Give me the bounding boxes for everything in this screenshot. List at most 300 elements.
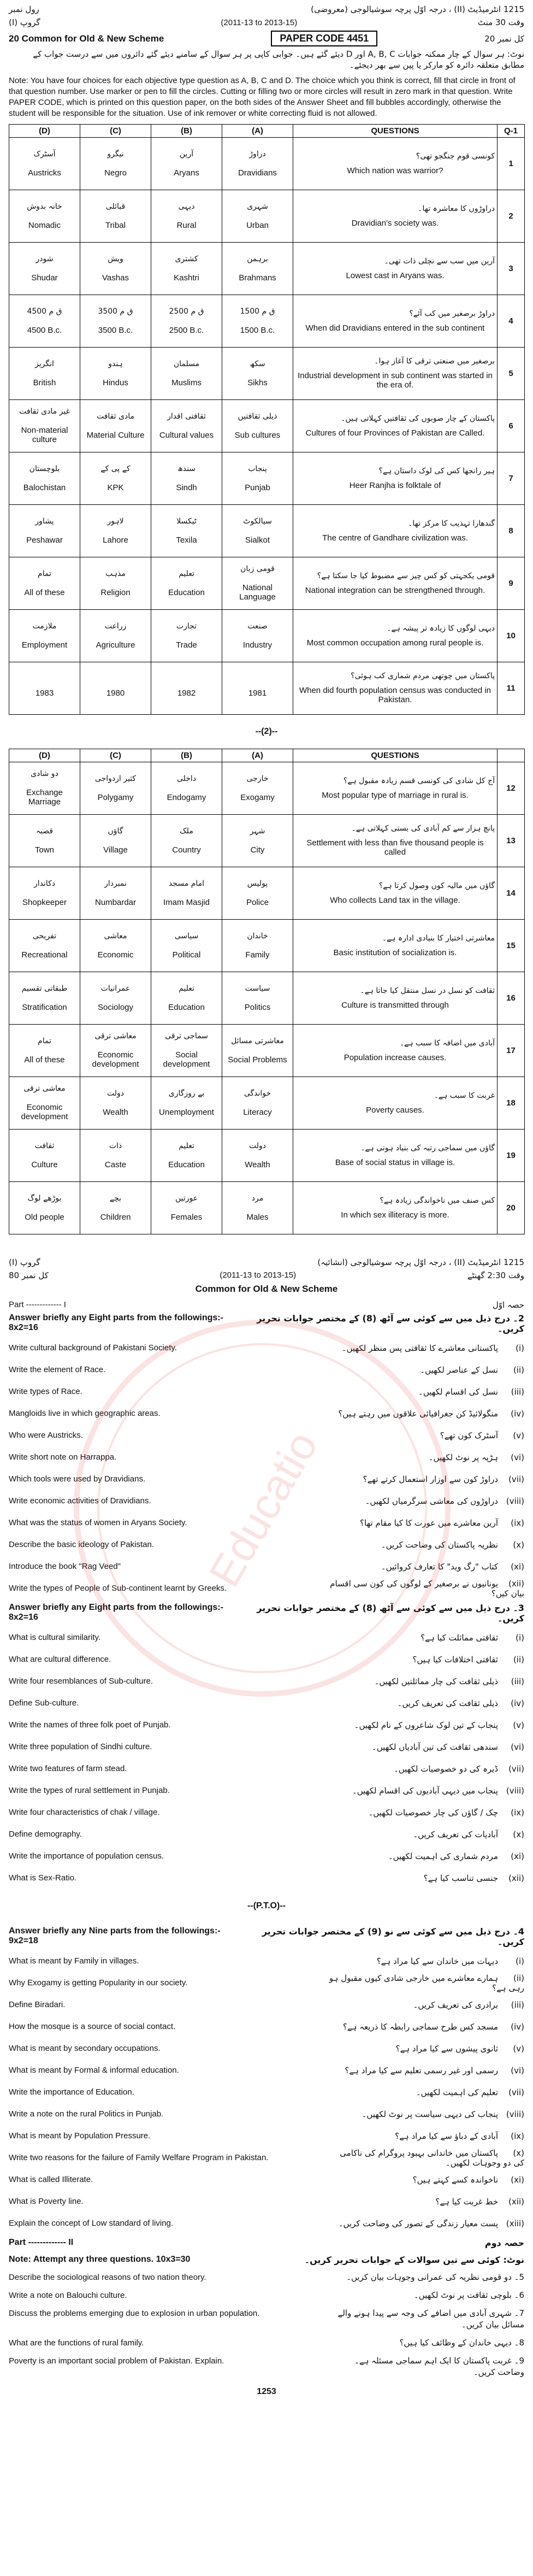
q2-instruction-urdu: 2۔ درج ذیل میں سے کوئی سے آٹھ (8) کے مختصر جوابات تحریر کریں۔ (257, 1313, 524, 1334)
short-question-urdu: ذیلی ثقافت کی تعریف کریں۔ (397, 1698, 498, 1708)
option-c (80, 190, 151, 242)
question-number: 6 (498, 399, 525, 452)
option-b-english: Texila (176, 535, 197, 545)
question-number: 9 (498, 557, 525, 609)
option-a-urdu: سکھ (250, 359, 265, 368)
option-c (80, 919, 151, 972)
long-question (0, 2286, 533, 2304)
option-b (151, 1129, 222, 1181)
option-b-english: Kashtri (174, 273, 199, 283)
option-c-english: Economic development (92, 1050, 139, 1069)
question-english: National integration can be strengthened through. (305, 585, 485, 595)
total-marks-label: کل نمبر 20 (484, 33, 524, 44)
option-b-english: Females (170, 1212, 203, 1222)
option-a-urdu: معاشرتی مسائل (231, 1036, 284, 1045)
option-a (222, 242, 293, 295)
question-urdu: ہیر رانجھا کس کی لوک داستان ہے؟ (378, 466, 495, 475)
short-question-urdu-cell (328, 1474, 524, 1484)
option-a-english: Industry (242, 640, 273, 650)
long-question-english: Poverty is an important social problem of Pakistan. Explain. (9, 2356, 224, 2366)
question-urdu: آرین میں سب سے نچلی ذات تھی۔ (384, 256, 495, 266)
question-cell (293, 399, 498, 452)
option-a-english: Family (245, 950, 270, 960)
q2-instruction (0, 1310, 533, 1337)
option-d-urdu: شودر (35, 254, 54, 263)
option-a-urdu: سیاست (245, 984, 270, 993)
option-c-english: KPK (107, 483, 124, 492)
option-b-urdu: کشتری (175, 254, 198, 263)
question-cell (293, 919, 498, 972)
short-question-number: (viii) (506, 1496, 524, 1506)
option-a-urdu: سیالکوٹ (243, 516, 272, 526)
short-question-urdu-cell (328, 1973, 524, 1993)
subjective-header (0, 1253, 533, 1310)
option-d-urdu: بوڑھے لوگ (27, 1193, 62, 1203)
option-b-english: Education (168, 1160, 205, 1169)
short-question-number: (vii) (508, 2087, 524, 2097)
mcq-table-2 (9, 749, 525, 1234)
short-question (0, 1867, 533, 1889)
short-question-urdu-cell (328, 1540, 524, 1550)
option-c-urdu: ویش (108, 254, 123, 263)
short-question-number: (vi) (511, 1452, 524, 1462)
option-c (80, 867, 151, 919)
short-question-number: (iv) (511, 1408, 524, 1419)
short-question (0, 2169, 533, 2191)
short-question-urdu: ہمارے معاشرے میں خارجی شادی کیوں مقبول ہو رہی ہے؟ (329, 1973, 524, 1993)
question-urdu: پاکستان کے چار صوبوں کی ثقافتیں کہلاتی ہیں۔ (341, 414, 495, 423)
option-d-english: Balochistan (23, 483, 66, 492)
option-b (151, 814, 222, 867)
option-c-english: 3500 B.c. (98, 325, 133, 335)
option-c (80, 1077, 151, 1129)
group-label-2: گروپ (I) (9, 1257, 40, 1267)
short-question-number: (v) (513, 1430, 524, 1440)
option-b (151, 919, 222, 972)
option-d-urdu: معاشی ترقی (23, 1084, 66, 1093)
option-a-urdu: مرد (251, 1193, 264, 1203)
question-number: 12 (498, 762, 525, 814)
part-two-label: Part ------------- II (9, 2237, 74, 2247)
short-question (0, 1780, 533, 1802)
option-d-english: Town (34, 845, 55, 855)
instructions-urdu: نوٹ: ہر سوال کے چار ممکنہ جوابات A, B, C اور D دیئے گئے ہیں۔ جوابی کاپی پر ہر سوال کے سامنے دیئے گئے دائروں میں سے درست جواب کے مطابق متعلقہ دائرہ کو مارکر یا پین سے بھر دیجئے۔ (33, 49, 524, 70)
header-c: (C) (80, 124, 151, 137)
part-two-list (0, 2268, 533, 2381)
short-question-urdu-cell (328, 1742, 524, 1752)
short-question-urdu: پنجاب میں دیہی آبادیوں کی اقسام لکھیں۔ (352, 1785, 498, 1796)
question-cell (293, 295, 498, 347)
option-b-english: Education (168, 587, 205, 597)
short-question-english: Define Biradari. (9, 2000, 66, 2009)
mcq-row (9, 557, 525, 609)
short-question-number: (x) (513, 1829, 524, 1839)
question-urdu: غربت کا سبب ہے۔ (434, 1091, 495, 1100)
short-question-number: (ix) (511, 1807, 524, 1818)
q4-instruction-urdu: 4۔ درج ذیل میں سے کوئی سے نو (9) کے مختصر جوابات تحریر کریں۔ (262, 1926, 524, 1947)
option-c-english: Village (103, 845, 128, 855)
option-b-english: Cultural values (159, 430, 214, 440)
short-question (0, 1845, 533, 1867)
option-b-english: Education (168, 1002, 205, 1012)
scheme-label: 20 Common for Old & New Scheme (9, 33, 164, 44)
mcq-row (9, 972, 525, 1024)
part-one-label: Part ------------- I (9, 1300, 66, 1309)
short-question-urdu: ذیلی ثقافت کی چار مماثلتیں لکھیں۔ (374, 1676, 498, 1686)
mcq-table-header (9, 124, 525, 137)
question-urdu: گاؤں میں مالیہ کون وصول کرتا ہے؟ (378, 881, 495, 890)
option-a (222, 347, 293, 399)
question-urdu: دیہی لوگوں کا زیادہ تر پیشہ ہے۔ (387, 624, 495, 633)
short-question-english: Write four characteristics of chak / village. (9, 1808, 160, 1817)
option-b (151, 867, 222, 919)
option-a-english: Punjab (245, 483, 270, 492)
short-question-english: What is meant by Family in villages. (9, 1956, 139, 1966)
short-question-number: (vii) (508, 1763, 524, 1774)
question-urdu: آبادی میں اضافہ کا سبب ہے۔ (399, 1038, 495, 1048)
short-question-english: Write cultural background of Pakistani Society. (9, 1343, 177, 1352)
header-b: (B) (151, 749, 222, 762)
group-label: گروپ (I) (9, 17, 40, 27)
option-b (151, 399, 222, 452)
mcq-row (9, 1181, 525, 1234)
question-cell (293, 557, 498, 609)
short-question-urdu: نسل کی اقسام لکھیں۔ (418, 1386, 498, 1397)
question-english: Who collects Land tax in the village. (330, 895, 460, 905)
question-cell (293, 1181, 498, 1234)
option-c (80, 347, 151, 399)
short-question-urdu: پست معیار زندگی کے تصور کی وضاحت کریں۔ (338, 2218, 498, 2228)
short-question-english: Define Sub-culture. (9, 1698, 79, 1708)
short-question (0, 1994, 533, 2016)
mcq-row (9, 347, 525, 399)
question-english: Poverty causes. (366, 1105, 424, 1115)
option-a-english: 1500 B.c. (240, 325, 275, 335)
option-c-english: Negro (104, 168, 127, 178)
short-question-english: Explain the concept of Low standard of living. (9, 2219, 174, 2228)
short-question-number: (iii) (511, 1386, 524, 1397)
long-question-english: What are the functions of rural family. (9, 2338, 144, 2348)
question-cell (293, 972, 498, 1024)
long-question (0, 2268, 533, 2286)
question-english: When did Dravidians entered in the sub continent (305, 323, 485, 333)
question-number: 4 (498, 295, 525, 347)
mcq-row (9, 662, 525, 714)
option-d (9, 557, 80, 609)
option-b-urdu: تجارت (176, 621, 197, 631)
option-b-urdu: بے روزگاری (168, 1089, 205, 1098)
option-c-english: Vashas (102, 273, 129, 283)
short-question-english: Write the types of People of Sub-continent learnt by Greeks. (9, 1584, 227, 1593)
short-question (0, 1627, 533, 1649)
short-question (0, 1972, 533, 1994)
short-question-urdu-cell (328, 1496, 524, 1506)
short-question-urdu: ثقافتی اختلافات کیا ہیں؟ (412, 1654, 498, 1665)
question-english: Which nation was warrior? (347, 166, 443, 175)
option-d-english: All of these (24, 1055, 65, 1064)
option-b (151, 347, 222, 399)
option-a-english: Urban (246, 220, 269, 230)
short-question-urdu: سندھی ثقافت کی تین آبادیاں لکھیں۔ (371, 1742, 498, 1752)
option-d (9, 399, 80, 452)
short-question-number: (vii) (508, 1474, 524, 1484)
option-d-english: 1983 (35, 688, 54, 698)
short-question-urdu: آبادیات کی تعریف کریں۔ (413, 1829, 498, 1839)
header-c: (C) (80, 749, 151, 762)
short-question-number: (viii) (506, 2109, 524, 2119)
short-question (0, 2147, 533, 2169)
q3-marks: 8x2=16 (9, 1612, 38, 1622)
short-question (0, 1802, 533, 1824)
option-b-urdu: عورتیں (175, 1193, 198, 1203)
short-question-urdu-cell (328, 1677, 524, 1686)
option-d-english: Austricks (28, 168, 61, 178)
short-question-number: (xiii) (506, 2218, 524, 2228)
option-c-urdu: قبائلی (105, 202, 126, 211)
option-b-urdu: داخلی (176, 774, 197, 783)
short-question-english: Describe the basic ideology of Pakistan. (9, 1540, 154, 1549)
option-a-urdu: پنجاب (248, 464, 267, 473)
option-c-english: Agriculture (96, 640, 135, 650)
option-b-urdu: تعلیم (179, 1141, 194, 1150)
mcq-row (9, 1129, 525, 1181)
short-question-english: Write the types of rural settlement in Punjab. (9, 1786, 170, 1795)
option-c (80, 609, 151, 662)
short-question-urdu-cell (328, 1562, 524, 1572)
option-d-urdu: 4500 ق م (27, 307, 62, 316)
short-question (0, 1359, 533, 1381)
mcq-table-1 (9, 124, 525, 715)
option-c-urdu: لاہور (107, 516, 124, 526)
short-question-english: Write two features of farm stead. (9, 1764, 127, 1773)
short-question-english: Which tools were used by Dravidians. (9, 1474, 146, 1484)
option-b (151, 137, 222, 190)
option-c (80, 1181, 151, 1234)
short-question-number: (v) (513, 1720, 524, 1730)
short-question-number: (iii) (511, 1676, 524, 1686)
short-question-urdu: آسٹرک کون تھے؟ (440, 1430, 498, 1440)
short-question-urdu-cell (328, 1956, 524, 1966)
mcq-table-header (9, 749, 525, 762)
option-c (80, 399, 151, 452)
option-d-urdu: آسٹرک (33, 149, 56, 158)
short-question-urdu-cell (328, 1764, 524, 1774)
question-english: Most common occupation among rural people is. (306, 638, 484, 648)
option-a-urdu: پولیس (247, 879, 268, 888)
option-a (222, 504, 293, 557)
question-english: Heer Ranjha is folktale of (349, 480, 441, 490)
short-question-urdu: کتاب "رگ وید" کا تعارف کروائیں۔ (381, 1561, 498, 1572)
option-c-english: Wealth (103, 1107, 128, 1117)
short-question-urdu: ثقافتی مماثلت کیا ہے؟ (421, 1632, 498, 1643)
long-question-english: Describe the sociological reasons of two nation theory. (9, 2272, 206, 2282)
short-question-english: What is Poverty line. (9, 2197, 84, 2206)
paper-title-urdu-2: 1215 انٹرمیڈیٹ (II) ، درجہ اوّل پرچہ سوشیالوجی (انشائیہ) (317, 1257, 524, 1267)
option-a (222, 295, 293, 347)
option-b-urdu: آرین (179, 149, 194, 158)
question-english: Cultures of four Provinces of Pakistan are Called. (305, 428, 485, 438)
short-question-number: (iii) (511, 1999, 524, 2010)
option-a-urdu: خاندان (247, 931, 268, 940)
short-question (0, 1512, 533, 1534)
option-a-english: Brahmans (239, 273, 276, 283)
option-a-urdu: صنعت (247, 621, 268, 631)
option-c-english: Numbardar (94, 897, 137, 907)
question-cell (293, 867, 498, 919)
option-b (151, 190, 222, 242)
short-question-urdu-cell (328, 1431, 524, 1440)
short-question-urdu: پنجاب کے تین لوک شاعروں کے نام لکھیں۔ (354, 1720, 498, 1730)
short-question-urdu-cell (328, 2219, 524, 2228)
short-question-urdu: دراوڑ کون سے اوزار استعمال کرتے تھے؟ (363, 1474, 498, 1484)
option-b (151, 762, 222, 814)
option-c-urdu: معاشی ترقی (94, 1032, 137, 1040)
short-question (0, 1556, 533, 1578)
mcq-row (9, 867, 525, 919)
question-cell (293, 1077, 498, 1129)
short-question-english: What is meant by Formal & informal education. (9, 2066, 179, 2075)
question-english: Dravidian's society was. (351, 218, 439, 228)
option-d (9, 295, 80, 347)
option-b-english: 1982 (177, 688, 196, 698)
header-questions: QUESTIONS (293, 749, 498, 762)
option-d-urdu: خانہ بدوش (27, 202, 62, 211)
option-b-english: Unemployment (159, 1107, 214, 1117)
short-question-number: (ix) (511, 1518, 524, 1528)
short-question-english: Write two reasons for the failure of Family Welfare Program in Pakistan. (9, 2153, 269, 2162)
short-question-urdu-cell (328, 2000, 524, 2010)
option-c-urdu: ہندو (108, 359, 123, 368)
long-question-urdu: 5۔ دو قومی نظریہ کی عمرانی وجوہات بیان کریں۔ (346, 2272, 524, 2282)
option-a (222, 662, 293, 714)
question-cell (293, 504, 498, 557)
option-b-urdu: ثقافتی اقدار (167, 411, 206, 421)
q4-instruction (0, 1923, 533, 1950)
mcq-row (9, 919, 525, 972)
option-c (80, 1129, 151, 1181)
short-question-urdu-cell (328, 2022, 524, 2032)
question-urdu: دراوڑوں کا معاشرہ تھا۔ (418, 204, 495, 213)
time-label-2: وقت 2:30 گھنٹے (467, 1270, 524, 1280)
short-question-urdu: یونانیوں نے برصغیر کے لوگوں کی کون سی اقسام بیان کیں؟ (330, 1578, 524, 1598)
option-b (151, 242, 222, 295)
option-c-urdu: معاشی (104, 931, 127, 940)
option-d (9, 1181, 80, 1234)
option-d (9, 137, 80, 190)
short-question-number: (vi) (511, 2065, 524, 2075)
option-d-english: All of these (24, 587, 65, 597)
option-a (222, 1129, 293, 1181)
short-question-urdu-cell (328, 1409, 524, 1419)
option-d (9, 242, 80, 295)
short-question-urdu-cell (328, 1873, 524, 1883)
option-b-urdu: تعلیم (179, 984, 194, 993)
mcq-row (9, 137, 525, 190)
question-number: 17 (498, 1024, 525, 1077)
header-qnum (498, 749, 525, 762)
short-question (0, 2060, 533, 2081)
short-question-urdu-cell (328, 2109, 524, 2119)
option-c (80, 295, 151, 347)
short-question-english: Mangloids live in which geographic areas. (9, 1409, 161, 1418)
short-question-urdu-cell (328, 1343, 524, 1353)
short-question-english: How the mosque is a source of social contact. (9, 2022, 176, 2031)
q4-list (0, 1950, 533, 2234)
option-d-english: Stratification (22, 1002, 67, 1012)
long-question-urdu: 6۔ بلوچی ثقافت پر نوٹ لکھیں۔ (413, 2290, 524, 2300)
short-question-english: Write the names of three folk poet of Punjab. (9, 1720, 171, 1730)
option-b (151, 1181, 222, 1234)
short-question-english: Write the element of Race. (9, 1365, 106, 1374)
short-question-urdu-cell (328, 1655, 524, 1665)
page-marker: --(2)-- (255, 726, 278, 736)
option-c-urdu: عمرانیات (100, 984, 131, 993)
option-c-urdu: مادی ثقافت (96, 411, 135, 421)
header-questions: QUESTIONS (293, 124, 498, 137)
question-number: 10 (498, 609, 525, 662)
option-d (9, 504, 80, 557)
short-question-number: (x) (513, 1539, 524, 1550)
short-question-number: (v) (513, 2043, 524, 2054)
option-c (80, 814, 151, 867)
short-question-english: What is Sex-Ratio. (9, 1873, 77, 1883)
option-d (9, 814, 80, 867)
short-question-urdu-cell (328, 1633, 524, 1643)
option-a (222, 919, 293, 972)
short-question (0, 1490, 533, 1512)
question-english: Basic institution of socialization is. (333, 948, 457, 957)
mcq-row (9, 452, 525, 504)
short-question-number: (xi) (511, 1561, 524, 1572)
option-b-english: Sindh (176, 483, 197, 492)
short-question-urdu: دیہات میں خاندان سے کیا مراد ہے؟ (376, 1956, 498, 1966)
short-question (0, 1736, 533, 1758)
q4-marks: 9x2=18 (9, 1936, 38, 1945)
short-question-urdu-cell (328, 1851, 524, 1861)
question-cell (293, 662, 498, 714)
roll-number-label: رول نمبر (9, 4, 39, 14)
q2-list (0, 1337, 533, 1599)
short-question (0, 2213, 533, 2234)
option-a-english: Wealth (245, 1160, 270, 1169)
option-c-urdu: ذات (109, 1141, 122, 1150)
question-urdu: آج کل شادی کی کونسی قسم زیادہ مقبول ہے؟ (343, 776, 495, 785)
part-two-label-urdu: حصہ دوم (484, 2237, 524, 2248)
option-c-english: 1980 (106, 688, 125, 698)
short-question-urdu: ثانوی پیشوں سے کیا مراد ہے؟ (395, 2043, 498, 2054)
option-d-english: Old people (25, 1212, 64, 1222)
option-b-english: Political (172, 950, 201, 960)
question-cell (293, 137, 498, 190)
short-question-english: What are cultural difference. (9, 1655, 111, 1664)
short-question-urdu: ڈیرہ کی دو خصوصیات لکھیں۔ (393, 1763, 498, 1774)
part-two-note-text: Note: Attempt any three questions. (9, 2254, 154, 2264)
option-c-urdu: 3500 ق م (98, 307, 133, 316)
option-b (151, 295, 222, 347)
mcq-row (9, 1024, 525, 1077)
option-b-english: Endogamy (167, 792, 206, 802)
option-c (80, 1024, 151, 1077)
question-urdu: کونسی قوم جنگجو تھی؟ (416, 151, 495, 161)
short-question-urdu: ہڑپہ پر نوٹ لکھیں۔ (428, 1452, 498, 1462)
short-question-urdu-cell (328, 2066, 524, 2075)
short-question-urdu-cell (328, 1720, 524, 1730)
option-d (9, 1024, 80, 1077)
short-question-urdu-cell (328, 2148, 524, 2168)
short-question-urdu-cell (328, 2087, 524, 2097)
option-d-english: Economic development (21, 1103, 68, 1121)
mcq-row (9, 609, 525, 662)
